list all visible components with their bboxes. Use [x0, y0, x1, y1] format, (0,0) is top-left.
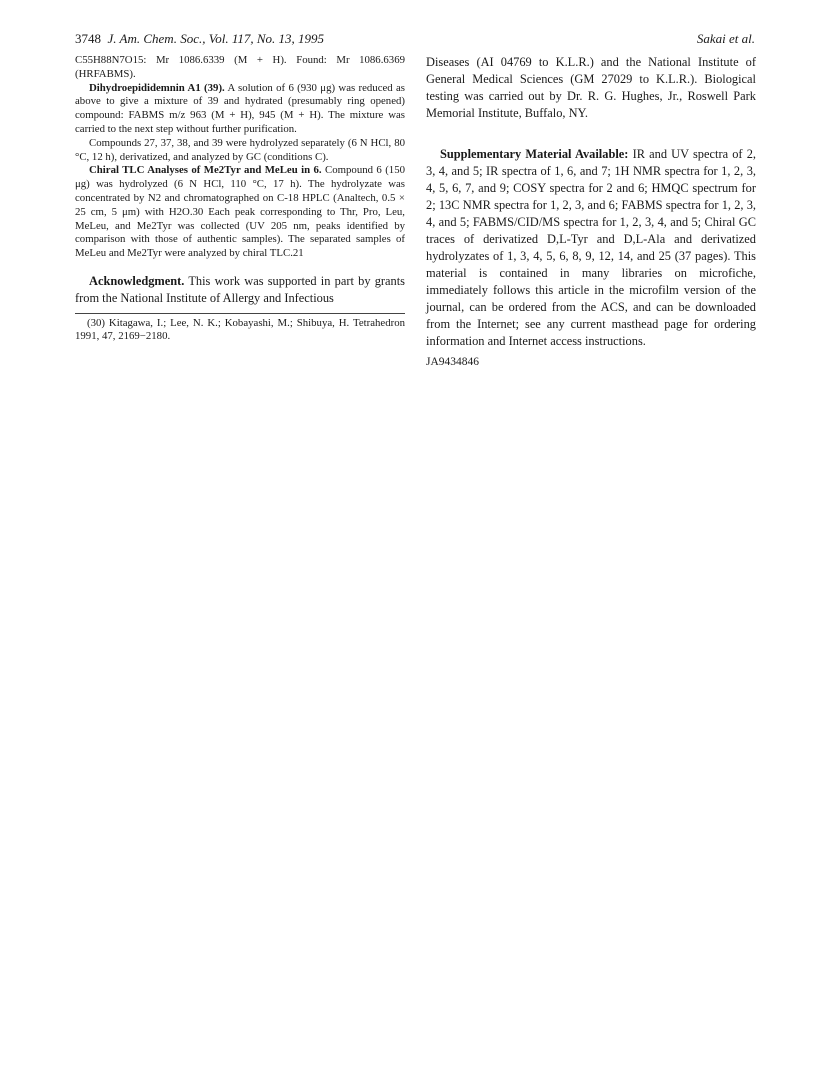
supplementary-paragraph: [426, 146, 756, 350]
footnote-divider: [75, 313, 405, 314]
page-number: 3748: [75, 31, 101, 46]
hrms-line: C55H88N7O15: Mr 1086.6339 (M + H). Found: Mr 1086.6369 (HRFABMS).: [75, 54, 405, 80]
manuscript-id: JA9434846: [426, 356, 480, 368]
running-head-left: [75, 28, 324, 50]
supplementary-heading: Supplementary Material Available:: [440, 147, 629, 161]
dihydro-body: A solution of 6 (930 μg) was reduced as above to give a mixture of 39 and hydrated (presumably ring opened) compound: FABMS m/z 963 (M + H), 945 (M + H). The mixture was carried to the next step without further purification.: [75, 81, 405, 135]
running-head: [75, 28, 755, 50]
right-column: [426, 54, 756, 368]
acknowledgment-body: This work was supported in part by grants from the National Institute of Allergy and Infectious: [75, 273, 406, 305]
chiral-tlc-body: Compound 6 (150 μg) was hydrolyzed (6 N HCl, 110 °C, 17 h). The hydrolyzate was concentrated by N2 and chromatographed on C-18 HPLC (Analtech, 0.5 × 25 cm, 5 μm) with H2O.30 Each peak corresponding to Thr, Pro, Leu, MeLeu, and Me2Tyr was collected (UV 205 nm, peaks identified by comparison with those of authentic samples). The separated samples of MeLeu and Me2Tyr were analyzed by chiral TLC.21: [75, 164, 406, 260]
chiral-tlc-heading: Chiral TLC Analyses of Me2Tyr and MeLeu in 6.: [89, 164, 322, 177]
dihydro-heading: Dihydroepididemnin A1 (39).: [89, 81, 225, 94]
journal-citation: J. Am. Chem. Soc., Vol. 117, No. 13, 1995: [107, 31, 325, 46]
compounds-paragraph: Compounds 27, 37, 38, and 39 were hydrolyzed separately (6 N HCl, 80 °C, 12 h), derivatized, and analyzed by GC (conditions C).: [75, 136, 405, 163]
acknowledgment-continued: Diseases (AI 04769 to K.L.R.) and the National Institute of General Medical Sciences (GM 27029 to K.L.R.). Biological testing was carried out by Dr. R. G. Hughes, Jr., Roswell Park Memorial Institute, Buffalo, NY.: [426, 55, 756, 120]
acknowledgment-heading: Acknowledgment.: [89, 273, 185, 288]
left-column: [75, 54, 405, 344]
dihydro-paragraph: [75, 82, 405, 137]
footnote-30: (30) Kitagawa, I.; Lee, N. K.; Kobayashi, M.; Shibuya, H. Tetrahedron 1991, 47, 2169−2180.: [75, 316, 405, 343]
running-head-authors: Sakai et al.: [696, 31, 755, 46]
acknowledgment-paragraph: [75, 273, 405, 307]
chiral-tlc-paragraph: [75, 164, 405, 261]
supplementary-body: IR and UV spectra of 2, 3, 4, and 5; IR spectra of 1, 6, and 7; 1H NMR spectra for 1, 2, 3, 4, 5, 6, 7, and 9; COSY spectra for 2 and 6; HMQC spectrum for 2; 13C NMR spectra for 1, 2, 3, and 6; FABMS spectra for 1, 2, 3, 4, and 5; FABMS/CID/MS spectra for 1, 2, 3, 4, and 5; Chiral GC traces of derivatized D,L-Tyr and D,L-Ala and derivatized hydrolyzates of 1, 3, 4, 5, 6, 8, 9, 12, 14, and 25 (37 pages). This material is contained in many libraries on microfiche, immediately follows this article in the microfilm version of the journal, can be ordered from the ACS, and can be downloaded from the Internet; see any current masthead page for ordering information and Internet access instructions.: [426, 147, 756, 348]
